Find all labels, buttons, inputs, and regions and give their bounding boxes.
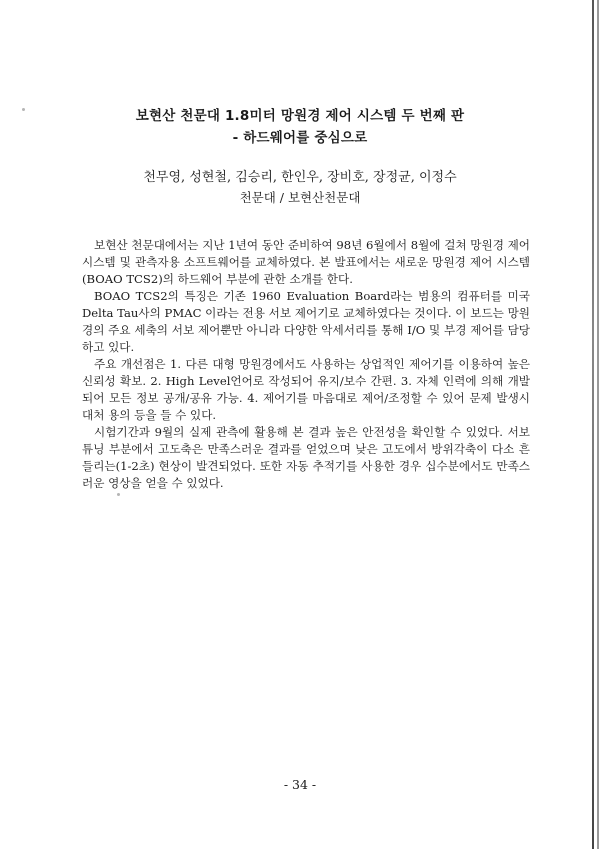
scan-speck [22, 108, 25, 111]
paragraph-2: BOAO TCS2의 특징은 기존 1960 Evaluation Board라는 범용의 컴퓨터를 미국 Delta Tau사의 PMAC 이라는 전용 서보 제어기로 교체하였다는 것이다. 이 보드는 망원경의 주요 세축의 서보 제어뿐만 아니라 다양한 악세서리를 통해 I/O 및 부경 제어를 담당하고 있다. [82, 289, 530, 354]
abstract-body [82, 237, 530, 492]
title-line-2: - 하드웨어를 중심으로 [232, 130, 368, 146]
title-line-1: 보현산 천문대 1.8미터 망원경 제어 시스템 두 번째 판 [135, 108, 465, 124]
affiliation: 천문대 / 보현산천문대 [239, 190, 361, 205]
page-number: - 34 - [283, 777, 317, 792]
paragraph-1: 보현산 천문대에서는 지난 1년여 동안 준비하여 98년 6월에서 8월에 걸쳐 망원경 제어 시스템 및 관측자용 소프트웨어를 교체하였다. 본 발표에서는 새로운 망원경 제어 시스템(BOAO TCS2)의 하드웨어 부분에 관한 소개를 한다. [82, 238, 530, 286]
scan-speck [117, 493, 120, 496]
paragraph-3: 주요 개선점은 1. 다른 대형 망원경에서도 사용하는 상업적인 제어기를 이용하여 높은 신뢰성 확보. 2. High Level언어로 작성되어 유지/보수 간편. 3. 자체 인력에 의해 개발되어 모든 정보 공개/공유 가능. 4. 제어기를 마음대로 제어/조정할 수 있어 문제 발생시 대처 용의 등을 들 수 있다. [82, 357, 530, 422]
paragraph-4: 시험기간과 9월의 실제 관측에 활용해 본 결과 높은 안전성을 확인할 수 있었다. 서보 튜닝 부분에서 고도축은 만족스러운 결과를 얻었으며 낮은 고도에서 방위각축이 다소 흔들리는(1-2초) 현상이 발견되었다. 또한 자동 추적기를 사용한 경우 십수분에서도 만족스러운 영상을 얻을 수 있었다. [82, 425, 530, 490]
author-list: 천무영, 성현철, 김승리, 한인우, 장비호, 장정균, 이정수 [143, 170, 457, 185]
